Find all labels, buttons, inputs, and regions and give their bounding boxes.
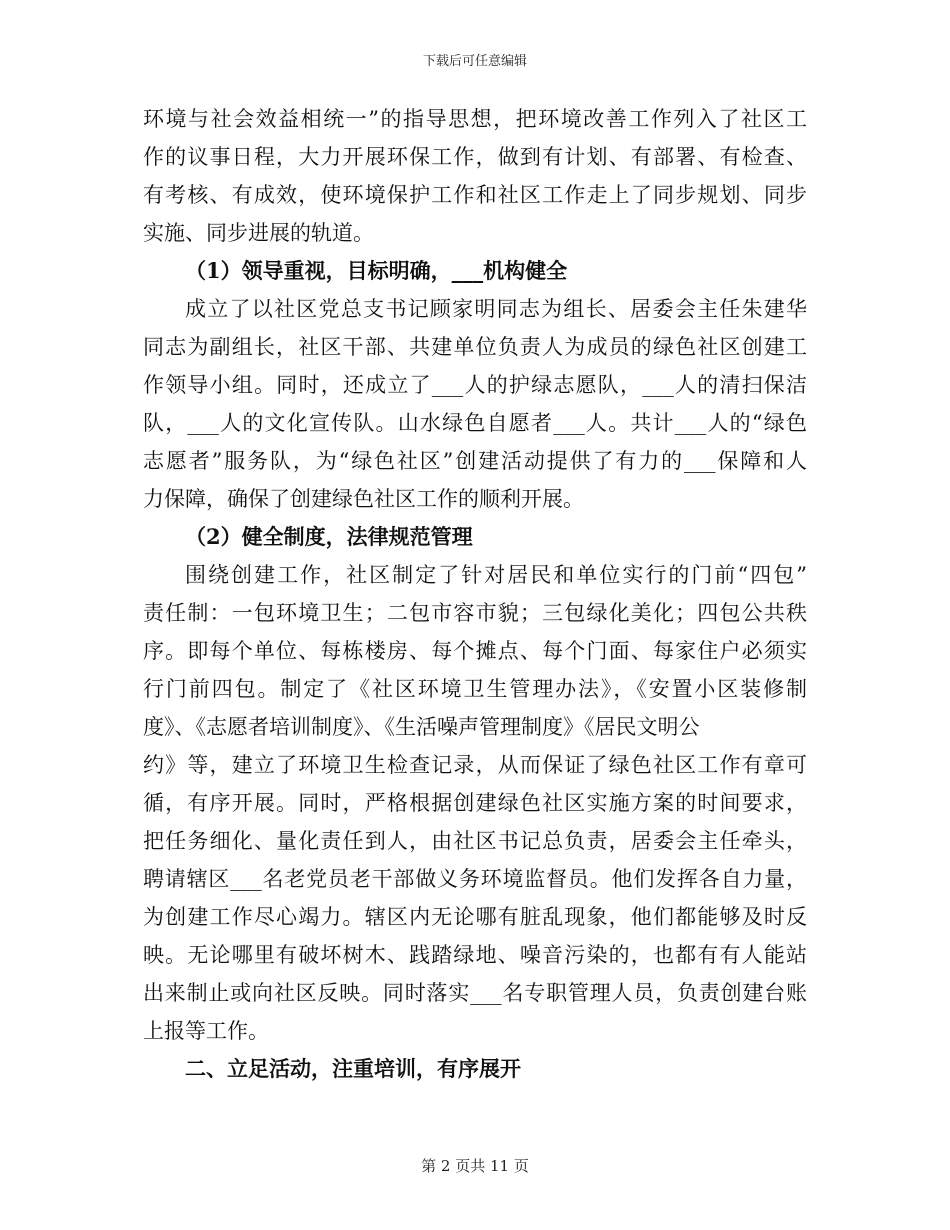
text-line: 实施、同步进展的轨道。 xyxy=(143,221,374,245)
text-line: 作的议事日程，大力开展环保工作，做到有计划、有部署、有检查、 xyxy=(143,145,807,169)
text-line: 围绕创建工作，社区制定了针对居民和单位实行的门前“四包” xyxy=(185,563,807,587)
text-line: 作领导小组。同时，还成立了___人的护绿志愿队，___人的清扫保洁 xyxy=(143,373,807,397)
text-line: 成立了以社区党总支书记顾家明同志为组长、居委会主任朱建华 xyxy=(185,297,807,321)
text-line: 约》等，建立了环境卫生检查记录，从而保证了绿色社区工作有章可 xyxy=(143,753,807,777)
text-line: 环境与社会效益相统一”的指导思想，把环境改善工作列入了社区工 xyxy=(143,107,807,131)
text-line: 映。无论哪里有破坏树木、践踏绿地、噪音污染的，也都有有人能站 xyxy=(143,943,807,967)
text-line: 力保障，确保了创建绿色社区工作的顺利开展。 xyxy=(143,487,584,511)
text-line: 上报等工作。 xyxy=(143,1019,269,1043)
text-line: 出来制止或向社区反映。同时落实___名专职管理人员，负责创建台账 xyxy=(143,981,807,1005)
page-header: 下载后可任意编辑 xyxy=(422,54,527,69)
document-body xyxy=(143,100,807,1088)
text-line: 队，___人的文化宣传队。山水绿色自愿者___人。共计___人的“绿色 xyxy=(143,411,807,435)
text-line: 志愿者”服务队，为“绿色社区”创建活动提供了有力的___保障和人 xyxy=(143,449,807,473)
section-heading: （2）健全制度，法律规范管理 xyxy=(185,524,473,549)
text-line: 行门前四包。制定了《社区环境卫生管理办法》，《安置小区装修制 xyxy=(143,677,807,701)
section-heading: （1）领导重视，目标明确，___机构健全 xyxy=(185,258,568,283)
text-line: 同志为副组长，社区干部、共建单位负责人为成员的绿色社区创建工 xyxy=(143,335,807,359)
page-footer: 第 2 页共 11 页 xyxy=(421,1157,529,1175)
text-line: 有考核、有成效，使环境保护工作和社区工作走上了同步规划、同步 xyxy=(143,183,807,207)
text-line: 责任制：一包环境卫生；二包市容市貌；三包绿化美化；四包公共秩 xyxy=(143,601,807,625)
text-line: 循，有序开展。同时，严格根据创建绿色社区实施方案的时间要求， xyxy=(143,791,807,815)
text-line: 序。即每个单位、每栋楼房、每个摊点、每个门面、每家住户必须实 xyxy=(143,639,807,663)
text-line: 把任务细化、量化责任到人，由社区书记总负责，居委会主任牵头， xyxy=(143,829,807,853)
text-line: 为创建工作尽心竭力。辖区内无论哪有脏乱现象，他们都能够及时反 xyxy=(143,905,807,929)
text-line: 度》、《志愿者培训制度》、《生活噪声管理制度》《居民文明公 xyxy=(143,715,700,739)
section-heading: 二、立足活动，注重培训，有序展开 xyxy=(185,1056,521,1081)
text-line: 聘请辖区___名老党员老干部做义务环境监督员。他们发挥各自力量， xyxy=(143,867,807,891)
